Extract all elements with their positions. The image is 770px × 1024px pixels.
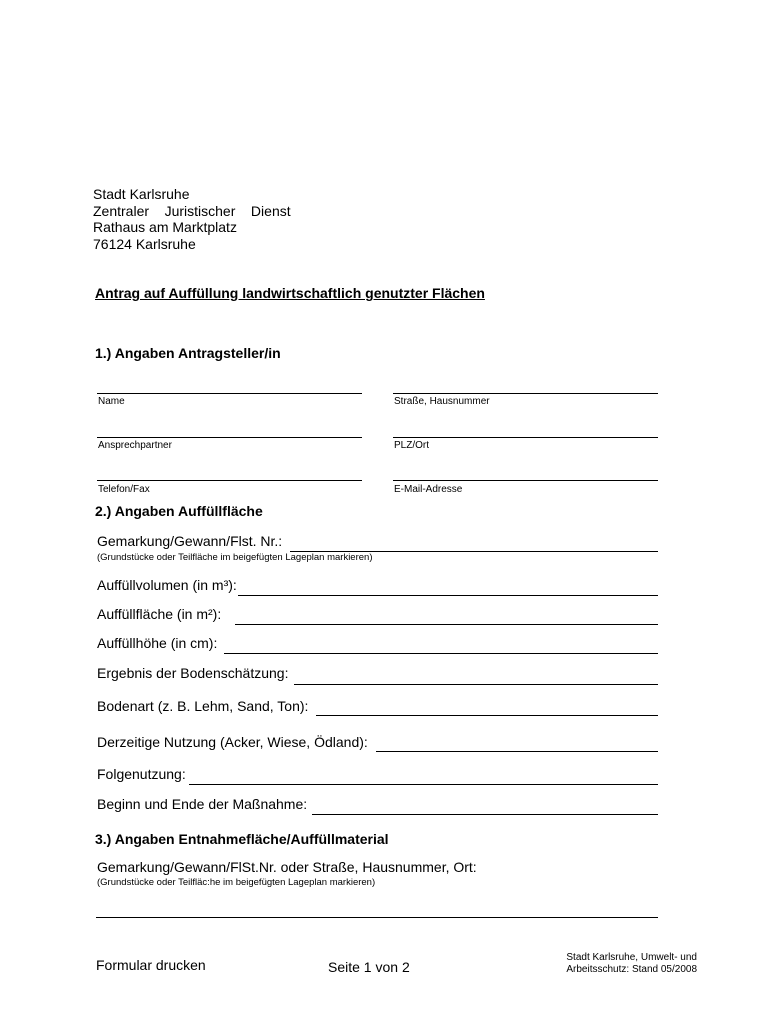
bodenart-field[interactable] bbox=[316, 701, 658, 715]
beginn-ende-line bbox=[312, 814, 658, 815]
entnahme-gemarkung-label: Gemarkung/Gewann/FlSt.Nr. oder Straße, Hausnummer, Ort: bbox=[97, 859, 477, 875]
folgenutzung-field[interactable] bbox=[189, 770, 658, 784]
entnahme-field[interactable] bbox=[96, 903, 658, 917]
address-line-4: 76124 Karlsruhe bbox=[93, 235, 196, 252]
name-label: Name bbox=[98, 396, 125, 407]
flaeche-label: Auffüllfläche (in m²): bbox=[97, 606, 222, 622]
beginn-ende-field[interactable] bbox=[312, 800, 658, 814]
gemarkung-note: (Grundstücke oder Teilfläche im beigefügten Lageplan markieren) bbox=[97, 552, 373, 563]
zip-city-field[interactable] bbox=[393, 423, 658, 437]
bodenart-label: Bodenart (z. B. Lehm, Sand, Ton): bbox=[97, 698, 309, 714]
entnahme-line bbox=[96, 917, 658, 918]
hoehe-label: Auffüllhöhe (in cm): bbox=[97, 635, 218, 651]
address-line-1: Stadt Karlsruhe bbox=[93, 186, 190, 202]
beginn-ende-label: Beginn und Ende der Maßnahme: bbox=[97, 796, 308, 812]
folgenutzung-line bbox=[189, 784, 658, 785]
email-line bbox=[393, 480, 658, 481]
recipient-address bbox=[93, 186, 291, 252]
hoehe-field[interactable] bbox=[224, 639, 658, 653]
phone-fax-field[interactable] bbox=[97, 466, 362, 480]
form-title: Antrag auf Auffüllung landwirtschaftlich genutzter Flächen bbox=[95, 285, 485, 301]
contact-line bbox=[97, 437, 362, 438]
street-field[interactable] bbox=[393, 379, 658, 393]
flaeche-field[interactable] bbox=[235, 610, 658, 624]
volumen-line bbox=[238, 595, 658, 596]
email-field[interactable] bbox=[393, 466, 658, 480]
street-label: Straße, Hausnummer bbox=[394, 396, 490, 407]
entnahme-gemarkung-note: (Grundstücke oder Teilfläc:he im beigefügten Lageplan markieren) bbox=[97, 877, 376, 888]
section-2-heading: 2.) Angaben Auffüllfläche bbox=[95, 503, 263, 519]
footer-org-line-1: Stadt Karlsruhe, Umwelt- und bbox=[566, 952, 697, 963]
gemarkung-label: Gemarkung/Gewann/Flst. Nr.: bbox=[97, 533, 283, 549]
nutzung-label: Derzeitige Nutzung (Acker, Wiese, Ödland): bbox=[97, 734, 368, 750]
address-line-2: Zentraler Juristischer Dienst bbox=[93, 202, 291, 219]
page-number: Seite 1 von 2 bbox=[328, 959, 410, 975]
street-line bbox=[393, 393, 658, 394]
bodenschaetzung-line bbox=[294, 684, 658, 685]
section-3-heading: 3.) Angaben Entnahmefläche/Auffüllmaterial bbox=[95, 831, 389, 847]
bodenschaetzung-label: Ergebnis der Bodenschätzung: bbox=[97, 665, 289, 681]
zip-city-label: PLZ/Ort bbox=[394, 440, 430, 451]
gemarkung-field[interactable] bbox=[290, 537, 658, 551]
bodenschaetzung-field[interactable] bbox=[294, 670, 658, 684]
section-1-heading: 1.) Angaben Antragsteller/in bbox=[95, 345, 281, 361]
email-label: E-Mail-Adresse bbox=[394, 484, 463, 495]
footer-org-line-2: Arbeitsschutz: Stand 05/2008 bbox=[566, 964, 697, 975]
volumen-label: Auffüllvolumen (in m³): bbox=[97, 577, 237, 593]
nutzung-field[interactable] bbox=[376, 737, 658, 751]
folgenutzung-label: Folgenutzung: bbox=[97, 766, 186, 782]
contact-label: Ansprechpartner bbox=[98, 440, 172, 451]
bodenart-line bbox=[316, 715, 658, 716]
phone-fax-label: Telefon/Fax bbox=[98, 484, 150, 495]
footer-org bbox=[540, 952, 697, 976]
print-form-button[interactable]: Formular drucken bbox=[96, 957, 206, 973]
hoehe-line bbox=[224, 653, 658, 654]
name-line bbox=[97, 393, 362, 394]
contact-field[interactable] bbox=[97, 423, 362, 437]
nutzung-line bbox=[376, 751, 658, 752]
volumen-field[interactable] bbox=[238, 581, 658, 595]
address-line-3: Rathaus am Marktplatz bbox=[93, 219, 237, 235]
zip-city-line bbox=[393, 437, 658, 438]
phone-fax-line bbox=[97, 480, 362, 481]
name-field[interactable] bbox=[97, 379, 362, 393]
flaeche-line bbox=[235, 624, 658, 625]
